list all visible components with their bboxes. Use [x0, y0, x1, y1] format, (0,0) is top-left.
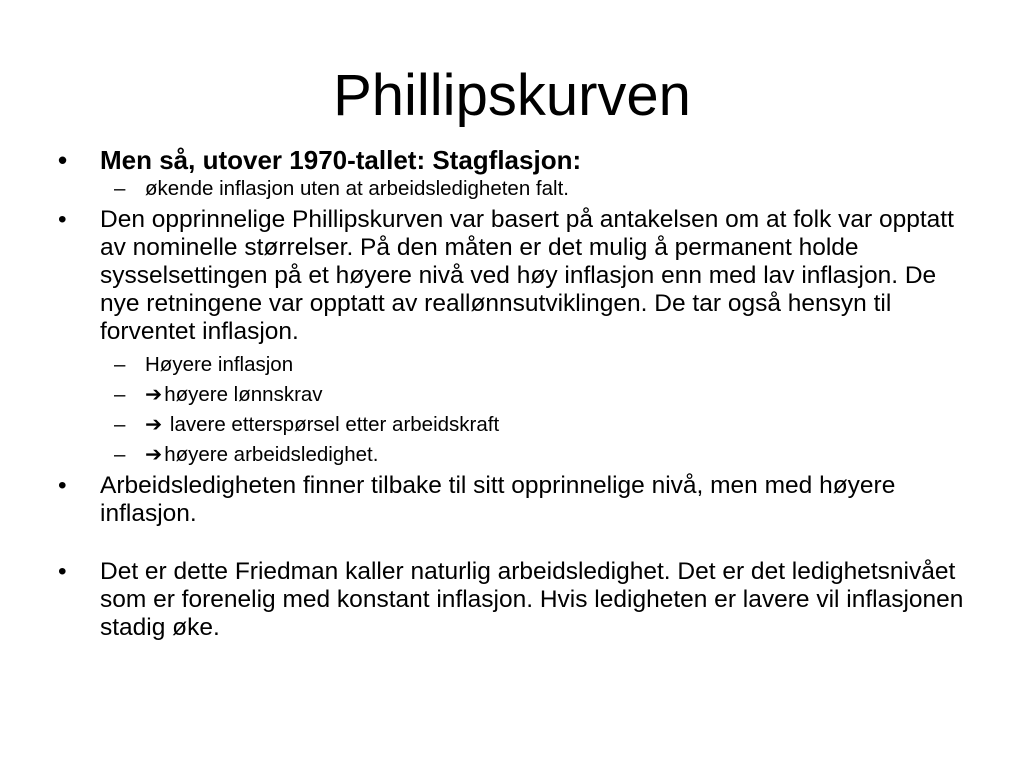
sub-item: [58, 440, 968, 470]
sub-item: [58, 380, 968, 410]
sub-item-text: høyere lønnskrav: [164, 383, 323, 406]
sub-item-text: høyere arbeidsledighet.: [164, 443, 379, 466]
bullet-item-stagflation: [58, 146, 968, 174]
dash-icon: –: [114, 177, 126, 200]
sub-item-text: økende inflasjon uten at arbeidsledigheten falt.: [145, 177, 569, 200]
slide-body: [58, 146, 968, 642]
right-arrow-icon: ➔: [145, 443, 163, 466]
bullet-item-friedman: [58, 558, 968, 642]
bullet-icon: •: [58, 558, 67, 585]
sub-item-text: lavere etterspørsel etter arbeidskraft: [164, 413, 500, 436]
bullet-icon: •: [58, 145, 68, 175]
sub-item: [58, 410, 968, 440]
slide-title: Phillipskurven: [333, 63, 691, 128]
dash-icon: –: [114, 443, 126, 466]
bullet-icon: •: [58, 206, 67, 233]
dash-icon: –: [114, 353, 126, 376]
dash-icon: –: [114, 383, 126, 406]
sub-item: [58, 174, 968, 204]
sub-item: [58, 350, 968, 380]
sub-item-text: Høyere inflasjon: [145, 353, 294, 376]
right-arrow-icon: ➔: [145, 413, 163, 436]
bullet-item-original-curve: [58, 206, 968, 346]
bullet-text: Men så, utover 1970-tallet: Stagflasjon:: [100, 145, 582, 175]
bullet-icon: •: [58, 472, 67, 499]
right-arrow-icon: ➔: [145, 383, 163, 406]
bullet-text: Arbeidsledigheten finner tilbake til sitt opprinnelige nivå, men med høyere inflasjon.: [100, 472, 896, 527]
bullet-text: Det er dette Friedman kaller naturlig arbeidsledighet. Det er det ledighetsnivået som er forenelig med konstant inflasjon. Hvis ledigheten er lavere vil inflasjonen stadig øke.: [100, 558, 964, 641]
bullet-text: Den opprinnelige Phillipskurven var basert på antakelsen om at folk var opptatt av nominelle størrelser. På den måten er det mulig å permanent holde sysselsettingen på et høyere nivå ved høy inflasjon enn med lav inflasjon. De nye retningene var opptatt av reallønnsutviklingen. De tar også hensyn til forventet inflasjon.: [100, 206, 954, 345]
bullet-item-unemployment-return: [58, 472, 968, 528]
dash-icon: –: [114, 413, 126, 436]
